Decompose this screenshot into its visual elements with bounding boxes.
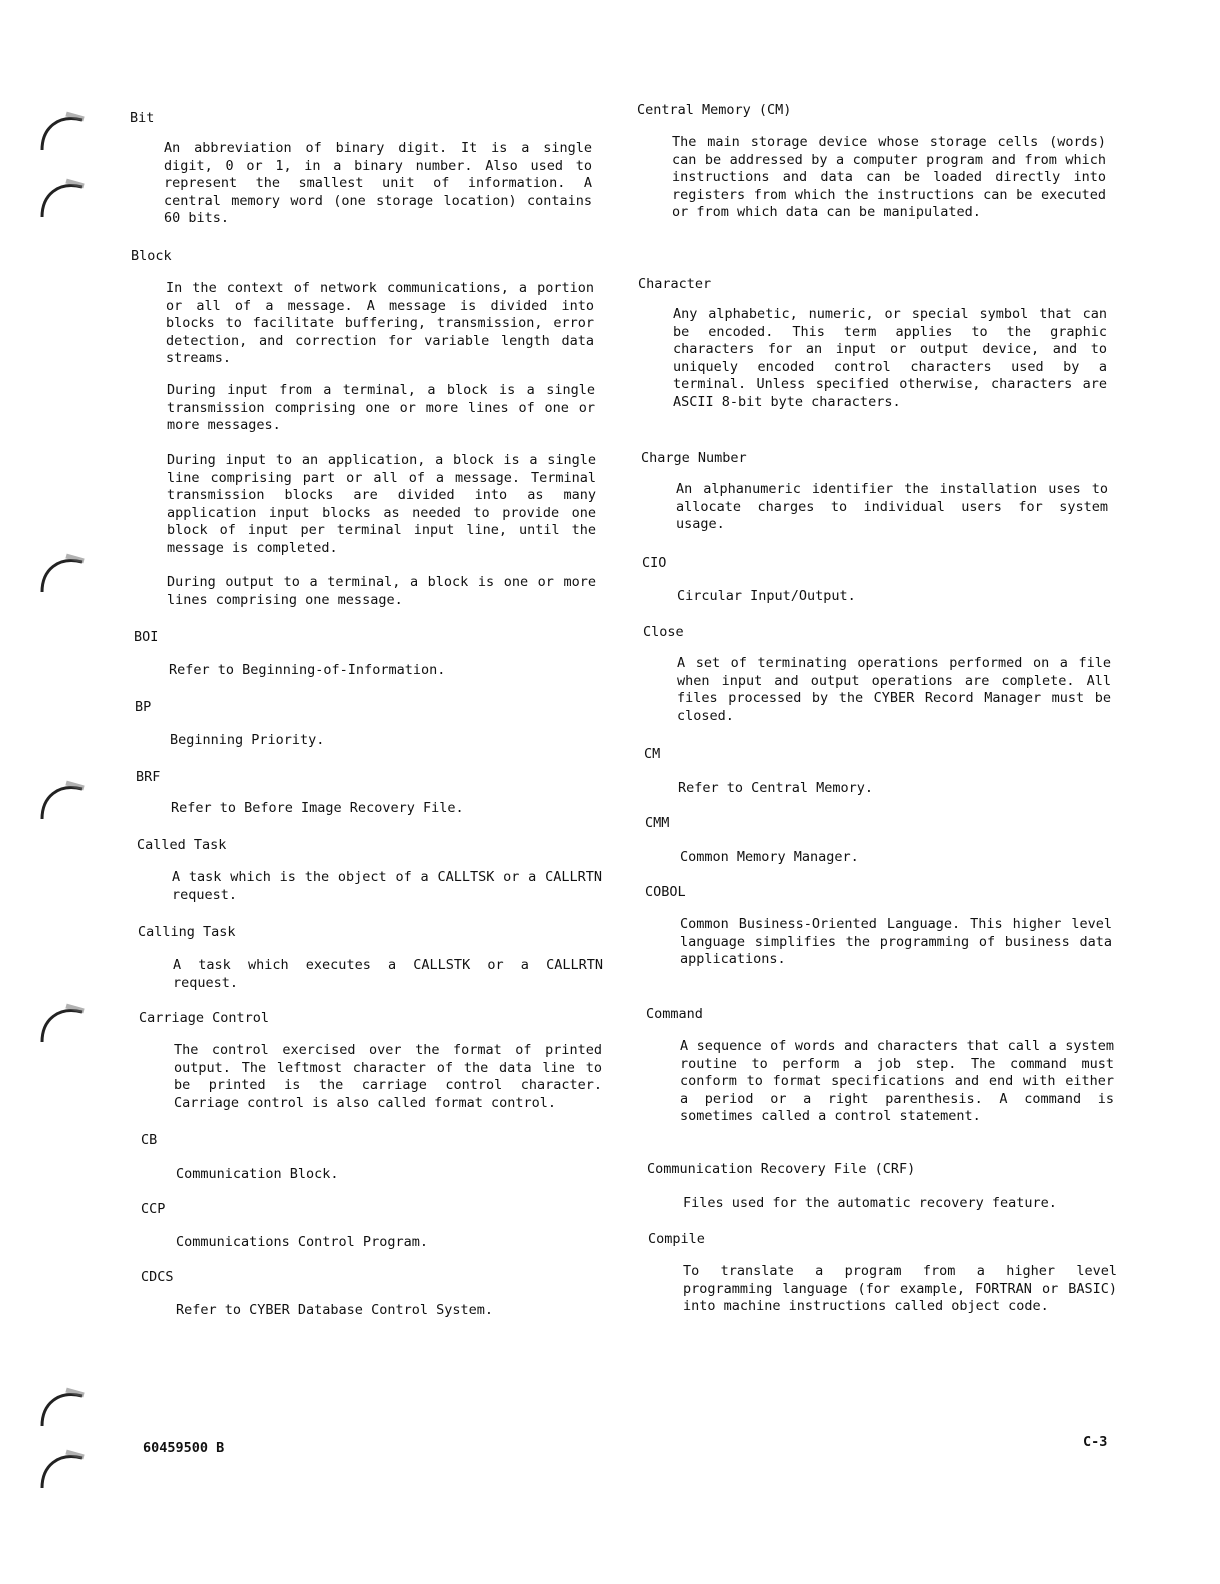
term-definition <box>164 140 592 228</box>
term-definition <box>672 134 1106 222</box>
definition-paragraph: During input from a terminal, a block is a single transmission comprising one or more lines of one or more messages. <box>167 382 595 433</box>
punch-hole-mark <box>36 998 88 1046</box>
document-number: 60459500 B <box>143 1440 225 1456</box>
term-definition <box>169 662 598 680</box>
term-definition <box>170 732 599 750</box>
term-definition <box>176 1302 604 1320</box>
term-heading: CB <box>141 1132 158 1148</box>
term-heading: BP <box>135 699 152 715</box>
term-definition <box>673 306 1107 411</box>
term-heading: Carriage Control <box>139 1010 270 1026</box>
term-heading: Close <box>643 624 684 640</box>
term-definition <box>680 1038 1114 1126</box>
punch-hole-mark <box>36 1444 88 1492</box>
term-definition <box>167 382 595 435</box>
definition-paragraph: A sequence of words and characters that call a system routine to perform a job step. The command must conform to format specifications and end with either a period or a right parenthesis. A command is sometimes called a control statement. <box>680 1038 1114 1124</box>
definition-paragraph: Communication Block. <box>176 1166 339 1182</box>
definition-paragraph: Circular Input/Output. <box>677 588 856 604</box>
definition-paragraph: During input to an application, a block is a single line comprising part or all of a message. Terminal transmission blocks are divided into as many application input blocks as needed to provide one block of input per terminal input line, until the message is completed. <box>167 452 596 556</box>
definition-paragraph: Refer to Central Memory. <box>678 780 874 796</box>
term-definition <box>167 574 596 609</box>
term-heading: Block <box>131 248 172 264</box>
term-heading: BRF <box>136 769 161 785</box>
term-heading: Central Memory (CM) <box>637 102 792 118</box>
term-definition <box>176 1234 604 1252</box>
definition-paragraph: Common Memory Manager. <box>680 849 859 865</box>
definition-paragraph: During output to a terminal, a block is one or more lines comprising one message. <box>167 574 596 608</box>
term-definition <box>683 1263 1117 1316</box>
definition-paragraph: An alphanumeric identifier the installation uses to allocate charges to individual users for system usage. <box>676 481 1108 532</box>
definition-paragraph: The main storage device whose storage cells (words) can be addressed by a computer program and from which instructions and data can be loaded directly into registers from which the instructions can be executed or from which data can be manipulated. <box>672 134 1106 220</box>
term-definition <box>678 780 1110 798</box>
definition-paragraph: The control exercised over the format of printed output. The leftmost character of the data line to be printed is the carriage control character. Carriage control is also called format control. <box>174 1042 602 1111</box>
definition-paragraph: A task which is the object of a CALLTSK or a CALLRTN request. <box>172 869 602 903</box>
definition-paragraph: An abbreviation of binary digit. It is a single digit, 0 or 1, in a binary number. Also used to represent the smallest unit of information. A central memory word (one storage location) contains 60 bits. <box>164 140 592 226</box>
term-heading: CCP <box>141 1201 166 1217</box>
term-heading: Called Task <box>137 837 227 853</box>
definition-paragraph: Refer to CYBER Database Control System. <box>176 1302 493 1318</box>
definition-paragraph: Beginning Priority. <box>170 732 325 748</box>
term-heading: Communication Recovery File (CRF) <box>647 1161 916 1177</box>
term-heading: BOI <box>134 629 159 645</box>
term-definition <box>174 1042 602 1112</box>
term-heading: Charge Number <box>641 450 747 466</box>
term-heading: CDCS <box>141 1269 174 1285</box>
term-definition <box>677 588 1109 606</box>
punch-hole-mark <box>36 548 88 596</box>
definition-paragraph: A set of terminating operations performed on a file when input and output operations are complete. All files processed by the CYBER Record Manager must be closed. <box>677 655 1111 724</box>
term-heading: Character <box>638 276 712 292</box>
term-definition <box>167 452 596 557</box>
definition-paragraph: Communications Control Program. <box>176 1234 428 1250</box>
term-heading: Command <box>646 1006 703 1022</box>
definition-paragraph: Refer to Before Image Recovery File. <box>171 800 464 816</box>
term-definition <box>680 849 1112 867</box>
term-definition <box>176 1166 604 1184</box>
definition-paragraph: Common Business-Oriented Language. This higher level language simplifies the programming of business data applications. <box>680 916 1112 967</box>
definition-paragraph: Any alphabetic, numeric, or special symbol that can be encoded. This term applies to the graphic characters for an input or output device, and to uniquely encoded control characters used by a terminal. Unless specified otherwise, characters are ASCII 8-bit byte characters. <box>673 306 1107 410</box>
punch-hole-mark <box>36 173 88 221</box>
term-definition <box>683 1195 1115 1213</box>
term-heading: CM <box>644 746 661 762</box>
punch-hole-mark <box>36 1382 88 1430</box>
term-heading: CMM <box>645 815 670 831</box>
term-definition <box>677 655 1111 725</box>
punch-hole-mark <box>36 775 88 823</box>
term-heading: Compile <box>648 1231 705 1247</box>
term-heading: COBOL <box>645 884 686 900</box>
definition-paragraph: In the context of network communications, a portion or all of a message. A message is divided into blocks to facilitate buffering, transmission, error detection, and correction for variable length data streams. <box>166 280 594 366</box>
term-definition <box>171 800 601 818</box>
definition-paragraph: Refer to Beginning-of-Information. <box>169 662 446 678</box>
term-definition <box>680 916 1112 969</box>
page-number: C-3 <box>1083 1434 1108 1450</box>
definition-paragraph: A task which executes a CALLSTK or a CALLRTN request. <box>173 957 603 991</box>
definition-paragraph: Files used for the automatic recovery feature. <box>683 1195 1057 1211</box>
term-heading: Bit <box>130 110 155 126</box>
term-definition <box>166 280 594 368</box>
term-heading: Calling Task <box>138 924 236 940</box>
term-definition <box>172 869 602 904</box>
term-definition <box>173 957 603 992</box>
definition-paragraph: To translate a program from a higher level programming language (for example, FORTRAN or BASIC) into machine instructions called object code. <box>683 1263 1117 1314</box>
term-definition <box>676 481 1108 534</box>
term-heading: CIO <box>642 555 667 571</box>
punch-hole-mark <box>36 106 88 154</box>
